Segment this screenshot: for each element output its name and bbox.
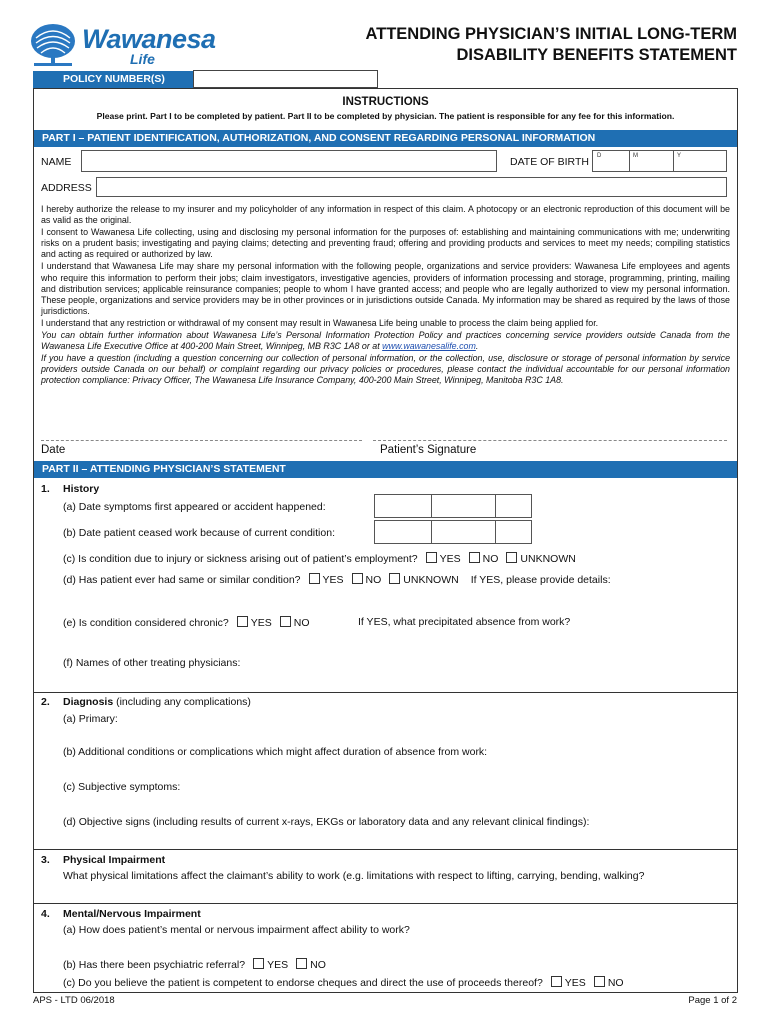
q1a-label: (a) Date symptoms first appeared or accident happened: [63,501,326,513]
date-label: Date [41,444,66,456]
q2d-label: (d) Objective signs (including results of current x-rays, EKGs or laboratory data and any relevant clinical findings): [63,816,590,828]
form-title-line2: DISABILITY BENEFITS STATEMENT [456,46,737,64]
part1-heading: PART I – PATIENT IDENTIFICATION, AUTHORIZATION, AND CONSENT REGARDING PERSONAL INFORMATION [34,130,737,147]
consent-p6: If you have a question (including a question concerning our collection of personal information, or the collection, use, disclosure or storage of personal information by service providers outside Canada on our behalf) or complaint regarding our privacy policies or procedures, please contact the individual accountable for our personal information protection compliance: Privacy Officer, The Wawanesa Life Insurance Company, 400-200 Main Street, Winnipeg, Manitoba R3C 1A8. [41,353,730,386]
consent-p4: I understand that any restriction or withdrawal of my consent may result in Wawanesa Life being unable to process the claim being applied for. [41,317,599,328]
wawanesa-link[interactable]: www.wawanesalife.com [382,341,476,352]
q4b-yes-label: YES [267,959,289,971]
dob-d: D [597,153,602,159]
s4-title: Mental/Nervous Impairment [63,908,201,920]
dob-input[interactable] [592,150,727,172]
q2b-label: (b) Additional conditions or complications which might affect duration of absence from work: [63,746,488,758]
wawanesa-life-logo [30,22,216,70]
tree-icon [31,24,75,66]
q4c-yes-checkbox[interactable] [551,976,562,987]
form-title [317,24,737,66]
q1c-yes-checkbox[interactable] [426,552,437,563]
q1d-label: (d) Has patient ever had same or similar condition? [63,574,301,586]
divider-3 [34,903,737,904]
policy-number-label: POLICY NUMBER(S) [33,71,193,88]
q4b-no-label: NO [310,959,326,971]
q1e-label: (e) Is condition considered chronic? [63,617,229,629]
consent-p5-text: You can obtain further information about Wawanesa Life’s Personal Information Protection Policy and practices concerning service providers outside Canada from the Wawanesa Life Executive Office at 400-200 Main Street, Winnipeg, MB R3C 1A8 or at [41,330,730,352]
consent-text [41,204,730,388]
q1b-label: (b) Date patient ceased work because of current condition: [63,527,335,539]
s1-number: 1. [41,483,50,495]
q1d-details-label: If YES, please provide details: [470,574,611,586]
q1d-unknown-checkbox[interactable] [389,573,400,584]
instructions-title: INSTRUCTIONS [342,96,429,108]
q1d-unknown-label: UNKNOWN [403,574,459,586]
divider-2 [34,849,737,850]
dob-label: DATE OF BIRTH [510,156,589,168]
q4c-row [63,976,624,989]
s2-number: 2. [41,696,50,708]
dob-y: Y [677,153,682,159]
q2c-label: (c) Subjective symptoms: [63,781,181,793]
s4-number: 4. [41,908,50,920]
q1e-yes-label: YES [250,617,272,629]
q1d-yes-label: YES [322,574,344,586]
s2-subtitle: (including any complications) [113,696,251,708]
dob-m: M [633,153,638,159]
q1d-no-label: NO [365,574,382,586]
q1a-date-input[interactable] [374,494,532,518]
s3-number: 3. [41,854,50,866]
q1c-no-checkbox[interactable] [469,552,480,563]
q4c-yes-label: YES [564,977,586,989]
q1d-no-checkbox[interactable] [352,573,363,584]
q1e-extra-label: If YES, what precipitated absence from work? [358,616,571,628]
q1c-label: (c) Is condition due to injury or sickness arising out of patient’s employment? [63,553,418,565]
q1c-yes-label: YES [439,553,461,565]
q1f-label: (f) Names of other treating physicians: [63,657,241,669]
q3-label: What physical limitations affect the claimant’s ability to work (e.g. limitations with respect to lifting, carrying, bending, walking? [63,870,645,882]
form-code: APS - LTD 06/2018 [33,995,115,1006]
q1c-no-label: NO [482,553,499,565]
consent-p2: I consent to Wawanesa Life collecting, using and disclosing my personal information for the purposes of: establishing and maintaining communications with me; underwriting risks on a prudent basis; investigating and paying claims; detecting and preventing fraud; offering and providing products and services to meet my needs; compiling statistics and acting as required or authorized by law. [41,227,730,260]
q1c-unknown-label: UNKNOWN [520,553,576,565]
signature-line[interactable] [373,440,727,441]
q1d-row [63,573,611,586]
q4c-label: (c) Do you believe the patient is competent to endorse cheques and direct the use of proceeds thereof? [63,977,543,989]
consent-p5-end: . [475,341,479,352]
name-label: NAME [41,156,72,168]
name-input[interactable] [81,150,497,172]
part2-heading: PART II – ATTENDING PHYSICIAN’S STATEMENT [34,461,737,478]
signature-label: Patient’s Signature [380,444,477,456]
policy-number-input[interactable] [193,70,378,88]
q4b-yes-checkbox[interactable] [253,958,264,969]
s1-title: History [63,483,100,495]
s3-title: Physical Impairment [63,854,166,866]
q1d-yes-checkbox[interactable] [309,573,320,584]
s2-title: Diagnosis [63,696,114,708]
consent-p3: I understand that Wawanesa Life may share my personal information with the following people, organizations and service providers: Wawanesa Life employees and agents who require this information to perform their jobs; claim investigators, investigative agencies, providers of information processing and storage, programming, printing, mailing and distribution services; applicable reinsurance companies; people to whom I have granted access; and people who are legally authorized to view my personal information. These people, organizations and service providers may be in other provinces or in jurisdictions outside Canada. My information may be shared as required by the laws of those jurisdictions. [41,261,730,316]
instructions-text: Please print. Part I to be completed by patient. Part II to be completed by physician. The patient is responsible for any fee for this information. [96,111,675,121]
q1e-yes-checkbox[interactable] [237,616,248,627]
date-line[interactable] [41,440,362,441]
s2-heading [63,696,251,708]
q1e-no-checkbox[interactable] [280,616,291,627]
q4a-label: (a) How does patient’s mental or nervous impairment affect ability to work? [63,924,410,936]
divider-1 [34,692,737,693]
consent-p5 [41,330,730,352]
q1c-unknown-checkbox[interactable] [506,552,517,563]
consent-p1: I hereby authorize the release to my insurer and my policyholder of any information in respect of this claim. A photocopy or an electronic reproduction of this document will be as valid as the original. [41,204,730,226]
q4b-label: (b) Has there been psychiatric referral? [63,959,246,971]
logo-wordmark: Wawanesa [82,24,216,54]
q4c-no-label: NO [607,977,624,989]
q1c-row [63,552,576,565]
q1b-date-input[interactable] [374,520,532,544]
q4b-row [63,958,326,971]
q1e-row [63,616,310,629]
q1e-no-label: NO [293,617,310,629]
q4b-no-checkbox[interactable] [296,958,307,969]
q4c-no-checkbox[interactable] [594,976,605,987]
q2a-label: (a) Primary: [63,713,118,725]
address-label: ADDRESS [41,182,92,194]
address-input[interactable] [96,177,727,197]
page-number: Page 1 of 2 [688,995,737,1006]
logo-sub: Life [130,51,155,67]
form-title-line1: ATTENDING PHYSICIAN’S INITIAL LONG-TERM [365,25,737,43]
